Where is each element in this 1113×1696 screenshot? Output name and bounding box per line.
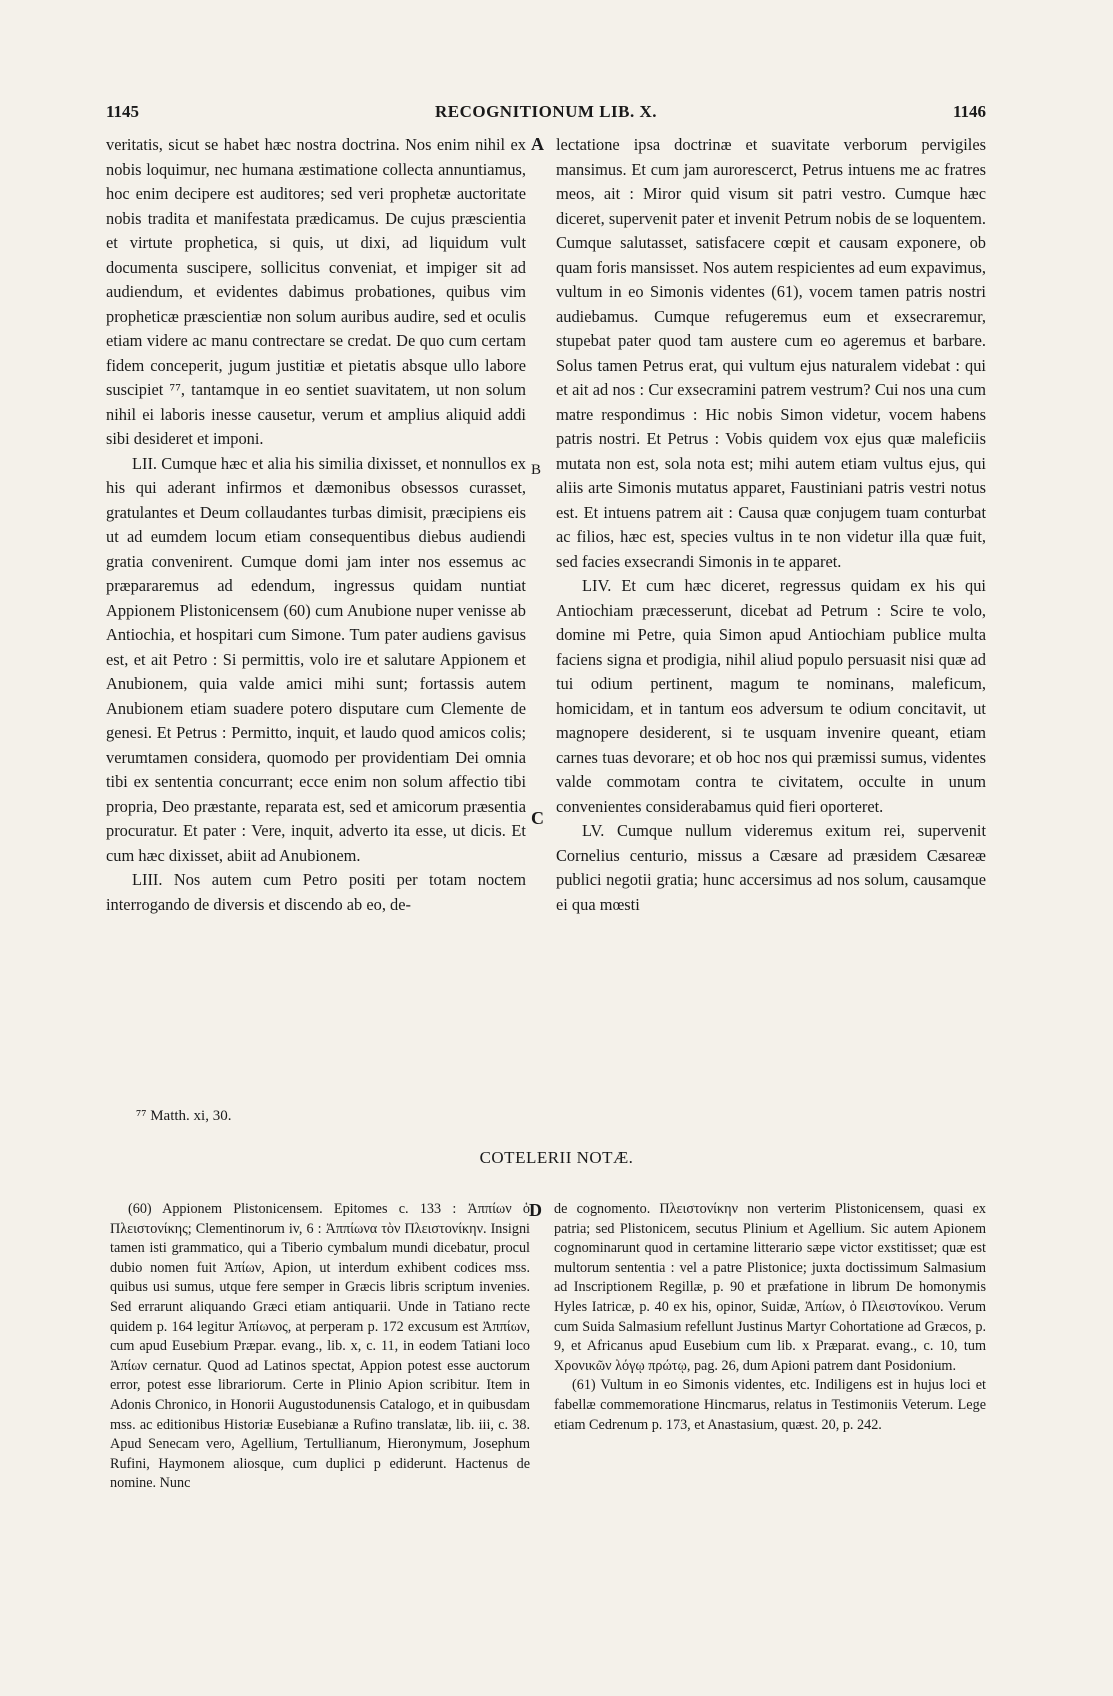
footnote: ⁷⁷ Matth. xi, 30. xyxy=(136,1108,232,1124)
notes-left-column xyxy=(110,1200,530,1494)
page-number-right: 1146 xyxy=(952,102,986,121)
running-header xyxy=(106,102,986,128)
main-text-left-column xyxy=(106,133,526,917)
notes-title: COTELERII NOTÆ. xyxy=(479,1148,634,1167)
margin-marker-d: D xyxy=(529,1200,542,1220)
note-paragraph: de cognomento. Πλειστονίκην non verterim Plistonicensem, quasi ex patria; sed Plistonicem, secutus Plinium et Agellium. Sic autem Apionem cognominarunt quod in certamine litterario sæpe victor exstitisset; quæ est multorum sententia : vel a patre Plistonice; juxta doctissimum Salmasium ad Inscriptionem Regillæ, p. 90 et præfatione in librum De homonymis Hyles Iatricæ, p. 40 ex his, opinor, Suidæ, Ἀπίων, ὁ Πλειστονίκου. Verum cum Suida Salmasium refellunt Justinus Martyr Cohortatione ad Græcos, p. 9, et Africanus apud Eusebium cum lib. x Præparat. evang., c. 10, tum Χρονικῶν λόγῳ πρώτῳ, pag. 26, dum Apioni patrem dant Posidonium. xyxy=(554,1201,986,1374)
main-text-right-column xyxy=(556,133,986,917)
paragraph: veritatis, sicut se habet hæc nostra doctrina. Nos enim nihil ex nobis loquimur, nec humana æstimatione collecta annuntiamus, hoc enim decipere est auditores; sed veri prophetæ auctoritate nobis tradita et manifestata prædicamus. De cujus præscientia et virtute prophetica, si quis, ut dixi, ad liquidum vult documenta suscipere, sollicitus conveniat, et impiger sit ad audiendum, et evidentes dabimus probationes, quibus vim propheticæ præscientiæ non solum auribus audire, sed et oculis etiam videre ac manu contrectare se credat. De quo cum certam fidem conceperit, jugum justitiæ et pietatis absque ullo labore suscipiet ⁷⁷, tantamque in eo sentiet suavitatem, ut non solum nihil ei laboris inesse causetur, verum et amplius aliquid addi sibi desideret et imponi. xyxy=(106,135,526,448)
running-title: RECOGNITIONUM LIB. X. xyxy=(434,102,658,121)
notes-right-column xyxy=(554,1200,986,1435)
note-paragraph: (61) Vultum in eo Simonis videntes, etc. Indiligens est in hujus loci et fabellæ commemoratione Hincmarus, relatus in Testimoniis Veterum. Lege etiam Cedrenum p. 173, et Anastasium, quæst. 20, p. 242. xyxy=(554,1377,986,1433)
paragraph: LIII. Nos autem cum Petro positi per totam noctem interrogando de diversis et discendo ab eo, de- xyxy=(106,870,526,914)
page-number-left: 1145 xyxy=(106,102,140,121)
paragraph: lectatione ipsa doctrinæ et suavitate verborum pervigiles mansimus. Et cum jam aurorescerct, Petrus intuens me ac fratres meos, ait : Miror quid visum sit patri vestro. Cumque hæc diceret, supervenit pater et invenit Petrum nobis de se loquentem. Cumque salutasset, satisfacere cœpit et causam exponere, ob quam foris mansisset. Nos autem respicientes ad eum expavimus, vultum in eo Simonis videntes (61), vocem tamen patris nostri audiebamus. Cumque refugeremus eum et exsecraremur, stupebat pater quod tam austere cum eo ageremus et barbare. Solus tamen Petrus erat, qui vultum ejus naturalem videbat : qui et ait ad nos : Cur exsecramini patrem vestrum? Cui nos una cum matre respondimus : Hic nobis Simon videtur, vocem habens patris nostri. Et Petrus : Vobis quidem vox ejus quæ maleficiis mutata non est, sola nota est; mihi autem etiam vultus ejus, qui aliis arte Simonis mutatus apparet, Faustiniani patris vestri notus est. Et intuens patrem ait : Causa quæ conjugem tuam conturbat ac filios, hæc est, species vultus in te non videtur illa quæ fuit, sed facies exsecrandi Simonis in te apparet. xyxy=(556,135,986,571)
margin-marker-c: C xyxy=(531,808,544,828)
margin-marker-a: A xyxy=(531,134,544,154)
note-paragraph: (60) Appionem Plistonicensem. Epitomes c. 133 : Ἀππίων ὁ Πλειστονίκης; Clementinorum iv, 6 : Ἀππίωνα τὸν Πλειστονίκην. Insigni tamen isti grammatico, qui a Tiberio cymbalum mundi dicebatur, procul dubio nomen fuit Ἀπίων, Apion, ut interdum exhibent codices mss. quibus usi sumus, utque fere semper in Græcis libris scriptum invenies. Sed errarunt aliquando Græci etiam antiquarii. Unde in Tatiano recte quidem p. 164 legitur Ἀπίωνος, at perperam p. 172 excusum est Ἀππίων, cum apud Eusebium Præpar. evang., lib. x, c. 11, in eodem Tatiani loco Ἀπίων cernatur. Quod ad Latinos spectat, Appion potest esse auctorum error, potest esse librariorum. Certe in Plinio Apion scribitur. Item in Adonis Chronico, in Honorii Augustodunensis Catalogo, et in quibusdam mss. ac editionibus Historiæ Eusebianæ a Rufino translatæ, lib. iii, c. 38. Apud Senecam vero, Agellium, Tertullianum, Hieronymum, Josephum Rufini, Haymonem aliosque, cum duplici p ediderunt. Hactenus de nomine. Nunc xyxy=(110,1201,530,1492)
margin-marker-b: B xyxy=(531,462,542,478)
paragraph: LIV. Et cum hæc diceret, regressus quidam ex his qui Antiochiam præcesserunt, dicebat ad Petrum : Scire te volo, domine mi Petre, quia Simon apud Antiochiam publice multa faciens signa et prodigia, nihil aliud populo persuasit nisi quæ ad tui odium pertinent, magum te nominans, maleficum, homicidam, et in tantum eos adversum te odium concitavit, ut magnopere desiderent, si te usquam invenire queant, etiam carnes tuas devorare; et ob hoc nos qui præmissi sumus, videntes valde commotam contra te civitatem, occulte in unum convenientes considerabamus quid fieri oporteret. xyxy=(556,576,986,816)
paragraph: LV. Cumque nullum videremus exitum rei, supervenit Cornelius centurio, missus a Cæsare ad præsidem Cæsareæ publici negotii gratia; hunc accersimus ad nos solum, causamque ei qua mœsti xyxy=(556,821,986,914)
paragraph: LII. Cumque hæc et alia his similia dixisset, et nonnullos ex his qui aderant infirmos et dæmonibus obsessos curasset, gratulantes et Deum collaudantes turbas dimisit, præcipiens eis ut ad eumdem locum etiam consequentibus diebus audiendi gratia convenirent. Cumque domi jam inter nos essemus ac præpararemus ad edendum, ingressus quidam nuntiat Appionem Plistonicensem (60) cum Anubione nuper venisse ab Antiochia, et hospitari cum Simone. Tum pater audiens gavisus est, et ait Petro : Si permittis, volo ire et salutare Appionem et Anubionem, quia valde amici mihi sunt; fortassis autem Anubionem etiam suadere potero disputare cum Clemente de genesi. Et Petrus : Permitto, inquit, et laudo quod amicos colis; verumtamen considera, quomodo per providentiam Dei omnia tibi ex sententia concurrant; ecce enim non solum affectio tibi propria, Deo præstante, reparata est, sed et amicorum præsentia procuratur. Et pater : Vere, inquit, adverto ita esse, ut dicis. Et cum hæc dixisset, abiit ad Anubionem. xyxy=(106,453,526,865)
